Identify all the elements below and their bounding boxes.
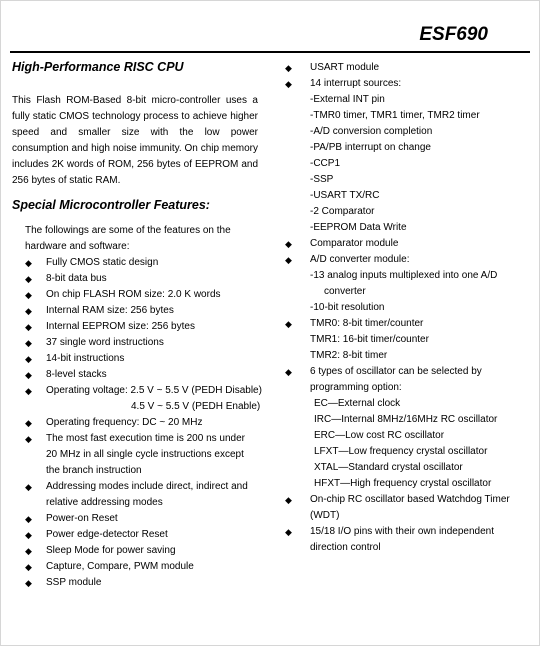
feature-text: Internal RAM size: 256 bytes <box>46 305 174 316</box>
diamond-bullet-icon: ◆ <box>25 290 32 300</box>
list-item <box>25 479 258 511</box>
interrupt-source: -A/D conversion completion <box>310 126 433 137</box>
usart-text: USART module <box>310 62 380 73</box>
list-item <box>25 431 258 479</box>
diamond-bullet-icon: ◆ <box>25 514 32 524</box>
oscillator-option: LFXT—Low frequency crystal oscillator <box>314 446 488 457</box>
left-column <box>12 59 262 591</box>
features-heading: Special Microcontroller Features: <box>12 198 210 212</box>
diamond-bullet-icon: ◆ <box>25 434 32 444</box>
oscillator-option: HFXT—High frequency crystal oscillator <box>314 478 492 489</box>
diamond-bullet-icon: ◆ <box>285 367 292 377</box>
diamond-bullet-icon: ◆ <box>25 546 32 556</box>
feature-text: Addressing modes include direct, indirect and <box>46 481 248 492</box>
feature-text: Fully CMOS static design <box>46 257 159 268</box>
interrupt-source: -PA/PB interrupt on change <box>310 142 431 153</box>
list-item <box>25 415 258 431</box>
timer-line: TMR1: 16-bit timer/counter <box>310 334 429 345</box>
diamond-bullet-icon: ◆ <box>25 258 32 268</box>
list-item-watchdog <box>285 492 525 524</box>
osc-title-1: 6 types of oscillator can be selected by <box>310 366 482 377</box>
diamond-bullet-icon: ◆ <box>25 530 32 540</box>
list-item <box>25 367 258 383</box>
diamond-bullet-icon: ◆ <box>285 79 292 89</box>
io-line-1: 15/18 I/O pins with their own independent <box>310 526 495 537</box>
feature-text: The most fast execution time is 200 ns under <box>46 433 245 444</box>
diamond-bullet-icon: ◆ <box>25 306 32 316</box>
diamond-bullet-icon: ◆ <box>25 482 32 492</box>
features-list <box>25 255 262 591</box>
feature-text: 37 single word instructions <box>46 337 164 348</box>
ad-details <box>310 268 525 316</box>
list-item-interrupts <box>285 76 525 236</box>
list-item <box>25 351 258 367</box>
feature-text: relative addressing modes <box>46 497 163 508</box>
interrupt-source: -External INT pin <box>310 94 385 105</box>
interrupt-source: -CCP1 <box>310 158 341 169</box>
feature-text: Operating frequency: DC ~ 20 MHz <box>46 417 203 428</box>
diamond-bullet-icon: ◆ <box>25 578 32 588</box>
interrupts-title: 14 interrupt sources: <box>310 78 402 89</box>
diamond-bullet-icon: ◆ <box>25 354 32 364</box>
interrupt-sources <box>310 92 525 236</box>
diamond-bullet-icon: ◆ <box>25 370 32 380</box>
list-item <box>25 255 258 271</box>
list-item-io <box>285 524 525 556</box>
list-item <box>25 335 258 351</box>
diamond-bullet-icon: ◆ <box>285 239 292 249</box>
oscillator-options <box>310 396 525 492</box>
list-item-oscillator <box>285 364 525 492</box>
interrupt-source: -TMR0 timer, TMR1 timer, TMR2 timer <box>310 110 480 121</box>
ad-title: A/D converter module: <box>310 254 410 265</box>
diamond-bullet-icon: ◆ <box>285 495 292 505</box>
timer-line: TMR2: 8-bit timer <box>310 350 388 361</box>
io-line-2: direction control <box>310 542 381 553</box>
list-item-ad <box>285 252 525 316</box>
interrupt-source: -USART TX/RC <box>310 190 380 201</box>
feature-text: 14-bit instructions <box>46 353 125 364</box>
interrupt-source: -SSP <box>310 174 334 185</box>
document-title: ESF690 <box>419 24 488 45</box>
features-intro: The followings are some of the features on the hardware and software: <box>25 225 231 252</box>
feature-text: 8-bit data bus <box>46 273 107 284</box>
header-rule <box>10 51 530 53</box>
diamond-bullet-icon: ◆ <box>25 274 32 284</box>
ad-detail: -13 analog inputs multiplexed into one A/D <box>310 270 498 281</box>
feature-text: On chip FLASH ROM size: 2.0 K words <box>46 289 221 300</box>
comparator-text: Comparator module <box>310 238 399 249</box>
right-column <box>285 60 525 556</box>
diamond-bullet-icon: ◆ <box>285 63 292 73</box>
timer-lines <box>310 316 525 364</box>
list-item <box>25 287 258 303</box>
feature-text: Power edge-detector Reset <box>46 529 168 540</box>
diamond-bullet-icon: ◆ <box>25 562 32 572</box>
list-item <box>25 527 258 543</box>
ad-detail: converter <box>324 286 366 297</box>
feature-text: Sleep Mode for power saving <box>46 545 176 556</box>
list-item <box>25 271 258 287</box>
list-item-timers <box>285 316 525 364</box>
list-item <box>25 383 262 415</box>
list-item <box>25 543 258 559</box>
oscillator-option: EC—External clock <box>314 398 401 409</box>
diamond-bullet-icon: ◆ <box>285 527 292 537</box>
timer-line: TMR0: 8-bit timer/counter <box>310 318 424 329</box>
diamond-bullet-icon: ◆ <box>25 418 32 428</box>
ad-detail: -10-bit resolution <box>310 302 385 313</box>
feature-text: Capture, Compare, PWM module <box>46 561 194 572</box>
diamond-bullet-icon: ◆ <box>25 322 32 332</box>
list-item-comparator <box>285 236 525 252</box>
list-item <box>25 319 258 335</box>
feature-text: 4.5 V ~ 5.5 V (PEDH Enable) <box>131 401 261 412</box>
watchdog-line-1: On-chip RC oscillator based Watchdog Timer <box>310 494 510 505</box>
feature-text: Operating voltage: 2.5 V ~ 5.5 V (PEDH Disable) <box>46 385 262 396</box>
feature-text: 8-level stacks <box>46 369 107 380</box>
interrupt-source: -EEPROM Data Write <box>310 222 407 233</box>
feature-text: the branch instruction <box>46 465 142 476</box>
diamond-bullet-icon: ◆ <box>285 255 292 265</box>
oscillator-option: IRC—Internal 8MHz/16MHz RC oscillator <box>314 414 498 425</box>
oscillator-option: XTAL—Standard crystal oscillator <box>314 462 463 473</box>
list-item <box>25 511 258 527</box>
intro-paragraph: This Flash ROM-Based 8-bit micro-controller uses a fully static CMOS technology process to achieve higher speed and smaller size with the low power consumption and high noise immunity. On chip memory includes 2K words of ROM, 256 bytes of EEPROM and 256 bytes of static RAM. <box>12 95 258 186</box>
diamond-bullet-icon: ◆ <box>25 338 32 348</box>
diamond-bullet-icon: ◆ <box>25 386 32 396</box>
feature-text: 20 MHz in all single cycle instructions except <box>46 449 244 460</box>
feature-text: Internal EEPROM size: 256 bytes <box>46 321 195 332</box>
osc-title-2: programming option: <box>310 382 402 393</box>
cpu-heading: High-Performance RISC CPU <box>12 60 184 74</box>
list-item-usart <box>285 60 525 76</box>
peripherals-list <box>285 60 525 556</box>
oscillator-option: ERC—Low cost RC oscillator <box>314 430 445 441</box>
list-item <box>25 303 258 319</box>
feature-text: SSP module <box>46 577 102 588</box>
diamond-bullet-icon: ◆ <box>285 319 292 329</box>
feature-text: Power-on Reset <box>46 513 118 524</box>
interrupt-source: -2 Comparator <box>310 206 375 217</box>
list-item <box>25 575 258 591</box>
watchdog-line-2: (WDT) <box>310 510 340 521</box>
list-item <box>25 559 258 575</box>
